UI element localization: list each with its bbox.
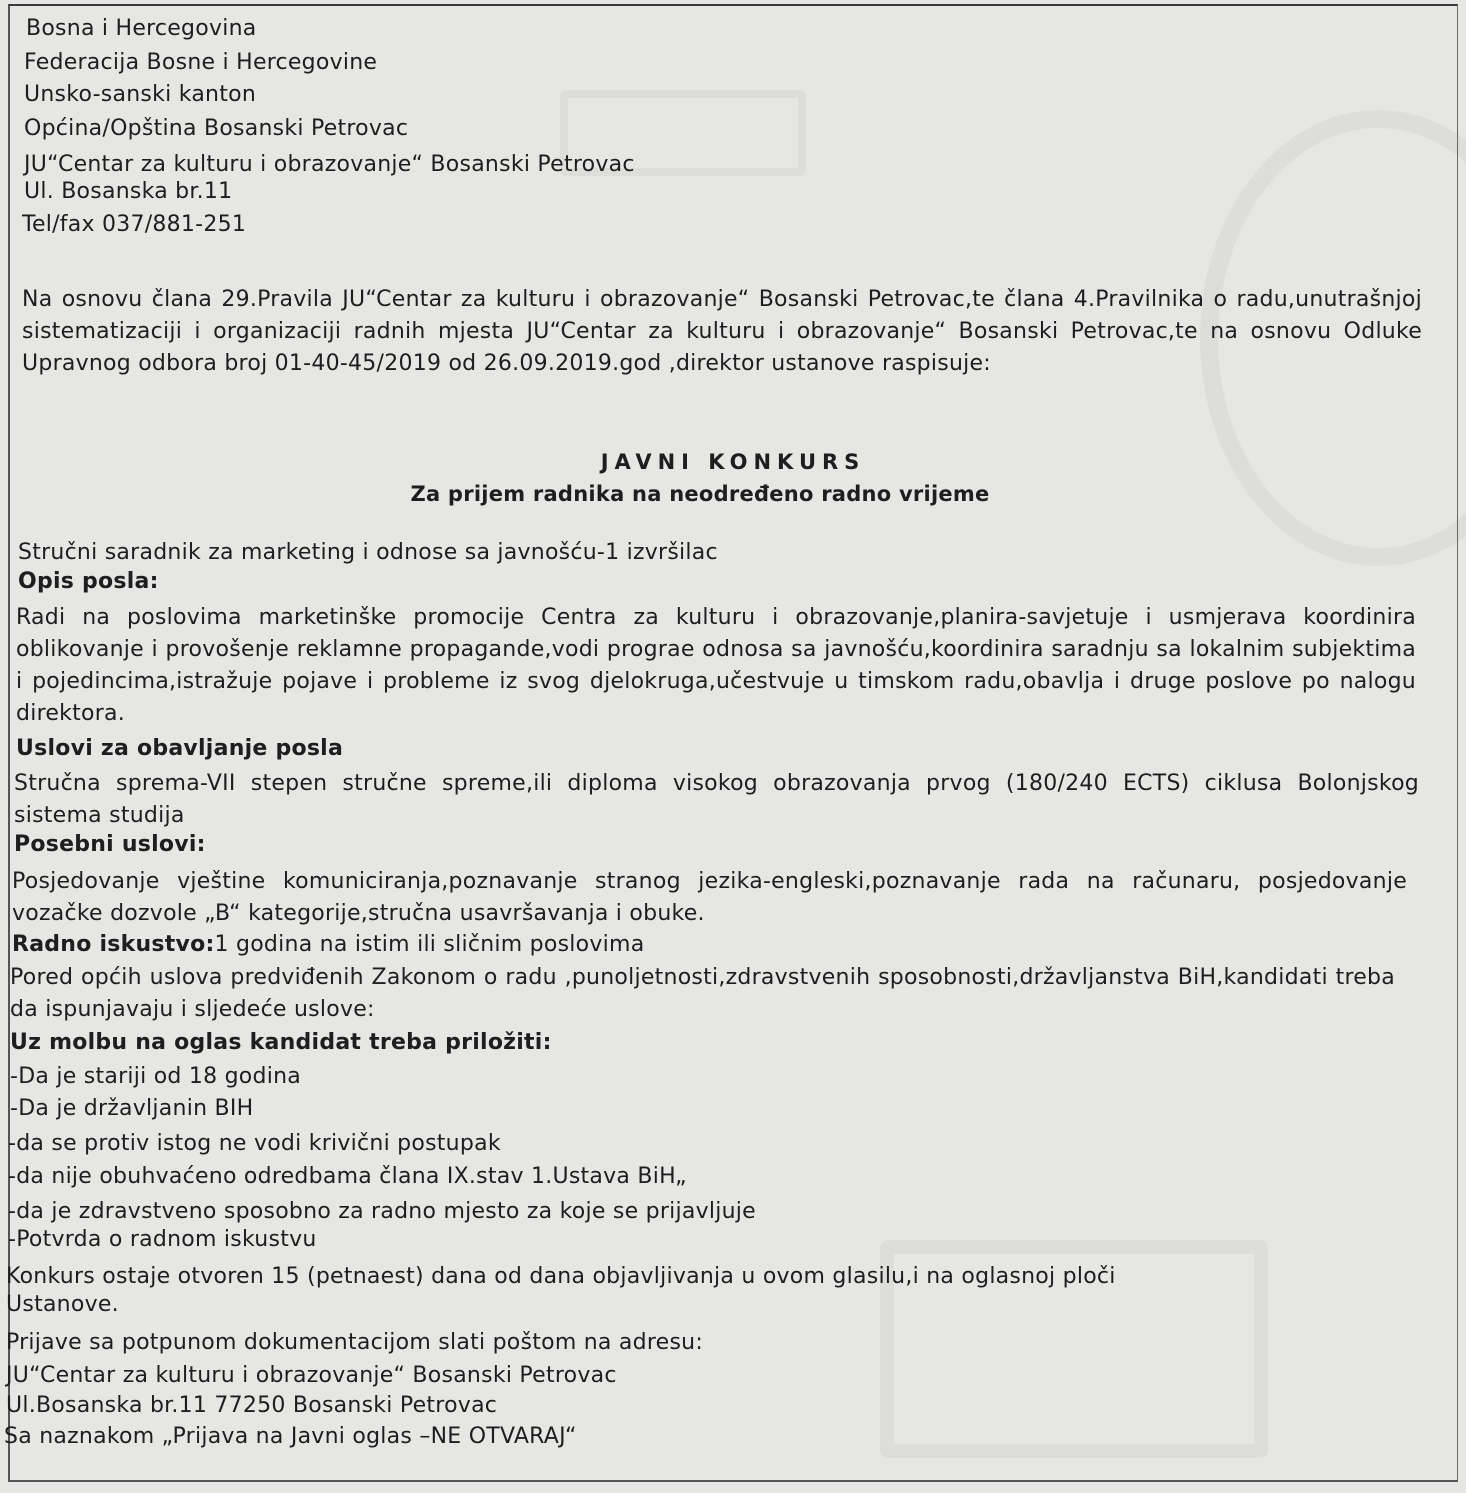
job-description-heading: Opis posla:	[18, 569, 159, 594]
special-conditions-heading: Posebni uslovi:	[14, 832, 206, 857]
document-title: JAVNI KONKURS	[600, 450, 866, 474]
conditions-text: Stručna sprema-VII stepen stručne spreme,ili diploma visokog obrazovanja prvog (180/240 ECTS) ciklusa Bolonjskog sistema studija	[14, 771, 1419, 828]
job-description-text: Radi na poslovima marketinške promocije Centra za kulturu i obrazovanje,planira-savjetuje i usmjerava koordinira oblikovanje i provošenje reklamne propagande,vodi prograe odnosa sa javnošću,koordinira saradnju sa lokalnim subjektima i pojedincima,istražuje pojave i probleme iz svog djelokruga,učestvuje u timskom radu,obavlja i druge poslove po nalogu direktora.	[16, 605, 1416, 726]
header-line-institution: JU“Centar za kulturu i obrazovanje“ Bosanski Petrovac	[24, 152, 635, 177]
address-line-institution: JU“Centar za kulturu i obrazovanje“ Bosanski Petrovac	[6, 1363, 617, 1388]
list-item: -da nije obuhvaćeno odredbama člana IX.stav 1.Ustava BiH„	[8, 1164, 687, 1189]
header-line-phone: Tel/fax 037/881-251	[22, 212, 247, 237]
list-item: -Da je stariji od 18 godina	[10, 1064, 302, 1089]
general-conditions-text: Pored općih uslova predviđenih Zakonom o radu ,punoljetnosti,zdravstvenih sposobnosti,državljanstva BiH,kandidati treba da ispunjavaju i sljedeće uslove:	[10, 965, 1395, 1022]
header-line-canton: Unsko-sanski kanton	[24, 82, 257, 107]
deadline-line-cont: Ustanove.	[6, 1292, 119, 1317]
send-to-line: Prijave sa potpunom dokumentacijom slati poštom na adresu:	[6, 1330, 704, 1355]
document-subtitle: Za prijem radnika na neodređeno radno vrijeme	[410, 482, 990, 506]
experience-text: 1 godina na istim ili sličnim poslovima	[214, 932, 645, 957]
address-line-street: Ul.Bosanska br.11 77250 Bosanski Petrovac	[6, 1393, 498, 1418]
deadline-line: Konkurs ostaje otvoren 15 (petnaest) dana od dana objavljivanja u ovom glasilu,i na oglasnoj ploči	[6, 1264, 1116, 1289]
list-item: -Potvrda o radnom iskustvu	[8, 1227, 317, 1252]
attachments-heading: Uz molbu na oglas kandidat treba priložiti:	[10, 1030, 552, 1055]
header-line-country: Bosna i Hercegovina	[26, 16, 257, 41]
list-item: -da je zdravstveno sposobno za radno mjesto za koje se prijavljuje	[8, 1199, 756, 1224]
list-item: -Da je državljanin BIH	[10, 1096, 254, 1121]
position-title: Stručni saradnik za marketing i odnose sa javnošću-1 izvršilac	[18, 540, 718, 565]
envelope-mark-line: Sa naznakom „Prijava na Javni oglas –NE OTVARAJ“	[4, 1424, 577, 1449]
experience-heading: Radno iskustvo:	[12, 932, 215, 957]
list-item: -da se protiv istog ne vodi krivični postupak	[8, 1131, 501, 1156]
header-line-federation: Federacija Bosne i Hercegovine	[24, 50, 378, 75]
intro-paragraph: Na osnovu člana 29.Pravila JU“Centar za kulturu i obrazovanje“ Bosanski Petrovac,te člana 4.Pravilnika o radu,unutrašnjoj sistematizaciji i organizaciji radnih mjesta JU“Centar za kulturu i obrazovanje“ Bosanski Petrovac,te na osnovu Odluke Upravnog odbora broj 01-40-45/2019 od 26.09.2019.god ,direktor ustanove raspisuje:	[22, 287, 1422, 376]
header-line-street: Ul. Bosanska br.11	[24, 179, 233, 204]
conditions-heading: Uslovi za obavljanje posla	[16, 736, 344, 761]
experience-line	[12, 930, 644, 960]
header-line-municipality: Općina/Opština Bosanski Petrovac	[24, 116, 409, 141]
special-conditions-text: Posjedovanje vještine komuniciranja,poznavanje stranog jezika-engleski,poznavanje rada na računaru, posjedovanje vozačke dozvole „B“ kategorije,stručna usavršavanja i obuke.	[12, 869, 1407, 926]
